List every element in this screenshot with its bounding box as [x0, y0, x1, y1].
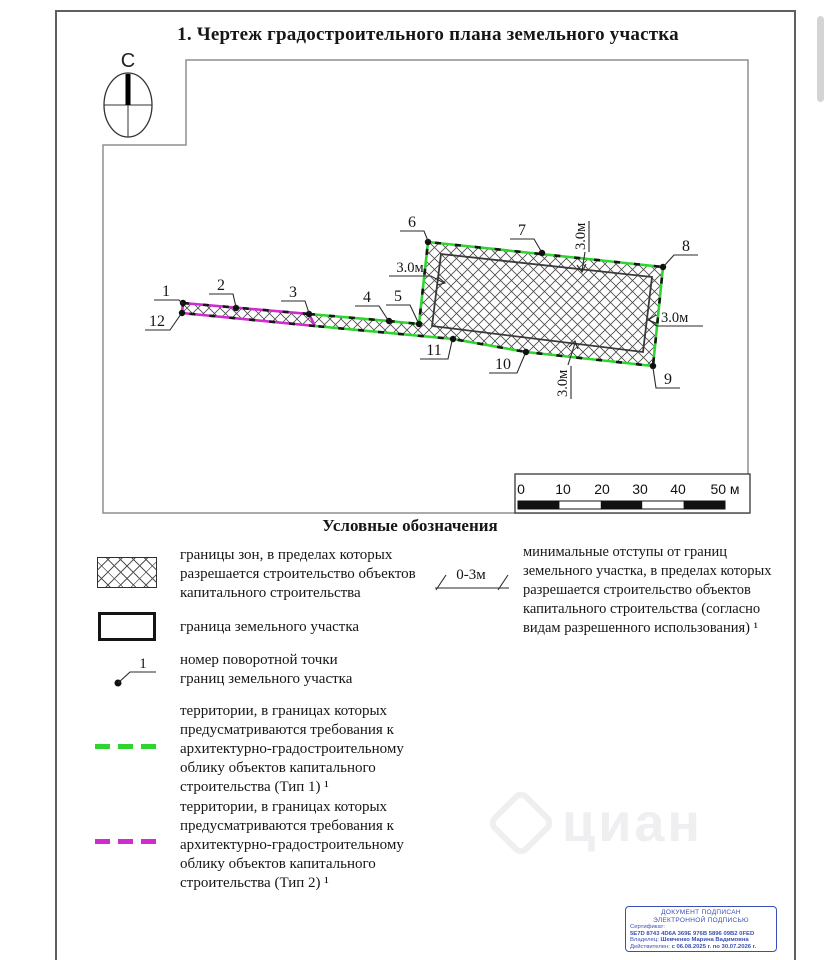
point-label: 11	[426, 342, 442, 359]
legend-text-line: территории, в границах которых	[180, 799, 388, 815]
point-label: 3	[289, 284, 297, 301]
legend-text-line: облику объектов капитального	[180, 856, 376, 872]
legend-text-line: строительства (Тип 2) ¹	[180, 875, 329, 891]
point-label: 6	[408, 214, 416, 231]
point-label-leader	[400, 231, 428, 241]
legend-item-buildable-zone	[180, 546, 416, 603]
scale-tick-label: 30	[632, 481, 648, 497]
stamp-owner-label: Владелец:	[630, 937, 659, 944]
turning-point-symbol-leader	[118, 672, 156, 683]
turning-point-dot	[450, 336, 456, 342]
legend-item-parcel-boundary	[180, 618, 359, 637]
point-label: 2	[217, 277, 225, 294]
setback-symbol-label: 0-3м	[456, 567, 486, 583]
dimension-label: 3.0м	[555, 369, 571, 397]
legend-type2-dash-swatch	[95, 839, 159, 844]
legend-text-line: архитектурно-градостроительному	[180, 741, 404, 757]
legend-text-line: разрешается строительство объектов	[180, 566, 416, 582]
dimension-label: 3.0м	[396, 260, 424, 276]
point-label: 5	[394, 288, 402, 305]
point-label: 7	[518, 222, 526, 239]
stamp-owner-value: Шевченко Марина Вадимовна	[660, 937, 749, 944]
point-label: 8	[682, 238, 690, 255]
point-label: 4	[363, 289, 371, 306]
legend-text-line: минимальные отступы от границ	[523, 544, 727, 560]
scale-bar-segment	[684, 501, 725, 509]
legend-item-min-setbacks	[523, 543, 771, 638]
stamp-cert-label: Сертификат:	[630, 924, 665, 930]
legend-text-line: земельного участка, в пределах которых	[523, 563, 772, 579]
legend-text-line: капитального строительства	[180, 585, 361, 601]
north-compass	[104, 50, 152, 137]
legend-text-line: капитального строительства (согласно	[523, 601, 761, 617]
turning-point-dot	[523, 349, 529, 355]
watermark-logo-icon	[486, 788, 557, 859]
point-label: 9	[664, 371, 672, 388]
legend-item-type1	[180, 702, 404, 797]
point-label: 12	[149, 313, 165, 330]
legend-parcel-boundary-swatch	[98, 612, 156, 641]
legend-text-line: предусматриваются требования к	[180, 818, 394, 834]
scale-unit-label: 50 м	[710, 481, 740, 497]
turning-point-dot	[416, 321, 422, 327]
north-label: С	[120, 50, 136, 72]
turning-point-dot	[180, 300, 186, 306]
scale-bar-segment	[518, 501, 559, 509]
dimension-label: 3.0м	[661, 310, 689, 326]
point-label: 1	[162, 283, 170, 300]
scale-bar	[515, 474, 750, 513]
point-label-leader	[154, 300, 183, 304]
legend-text-line: разрешается строительство объектов	[523, 582, 751, 598]
legend-text-line: предусматриваются требования к	[180, 722, 394, 738]
stamp-header-line1: ДОКУМЕНТ ПОДПИСАН	[661, 909, 741, 916]
watermark-text: циан	[562, 793, 704, 853]
stamp-header-line2: ЭЛЕКТРОННОЙ ПОДПИСЬЮ	[653, 916, 749, 924]
point-label: 10	[495, 356, 511, 373]
scale-tick-label: 0	[517, 481, 525, 497]
legend-text-line: номер поворотной точки	[180, 652, 338, 668]
legend-item-type2	[180, 798, 404, 893]
stamp-valid-label: Действителен:	[630, 943, 670, 950]
turning-point-symbol-svg	[102, 652, 182, 694]
scale-tick-label: 40	[670, 481, 686, 497]
scale-bar-segment	[601, 501, 642, 509]
legend-text-line: территории, в границах которых	[180, 703, 388, 719]
legend-text-line: границы зон, в пределах которых	[180, 547, 393, 563]
legend-type1-dash-swatch	[95, 744, 159, 749]
dimension-label: 3.0м	[573, 222, 589, 250]
legend-text-line: видам разрешенного использования) ¹	[523, 620, 758, 636]
point-label-leader	[510, 239, 541, 251]
legend-text-line: границ земельного участка	[180, 671, 353, 687]
signature-stamp	[625, 906, 777, 952]
turning-point-dot	[539, 250, 545, 256]
stamp-valid-value: с 06.08.2025 г. по 30.07.2026 г.	[671, 943, 757, 950]
turning-point-symbol-label: 1	[139, 656, 147, 672]
point-label-leader	[664, 255, 698, 266]
legend-text-line: облику объектов капитального	[180, 760, 376, 776]
legend-text-line: граница земельного участка	[180, 619, 360, 635]
page-title: 1. Чертеж градостроительного плана земельного участка	[177, 24, 679, 45]
legend-item-turning-point	[180, 651, 352, 689]
scale-tick-label: 10	[555, 481, 571, 497]
legend-text-line: архитектурно-градостроительному	[180, 837, 404, 853]
legend-title: Условные обозначения	[322, 516, 498, 535]
legend-hatch-swatch	[97, 557, 157, 588]
scale-tick-label: 20	[594, 481, 610, 497]
watermark	[496, 792, 703, 854]
setback-symbol-svg	[430, 563, 515, 597]
legend-text-line: строительства (Тип 1) ¹	[180, 779, 329, 795]
stamp-cert-value: 5E7D 8743 4D6A 369E 976B 5896 09B2 0FED	[630, 930, 755, 937]
